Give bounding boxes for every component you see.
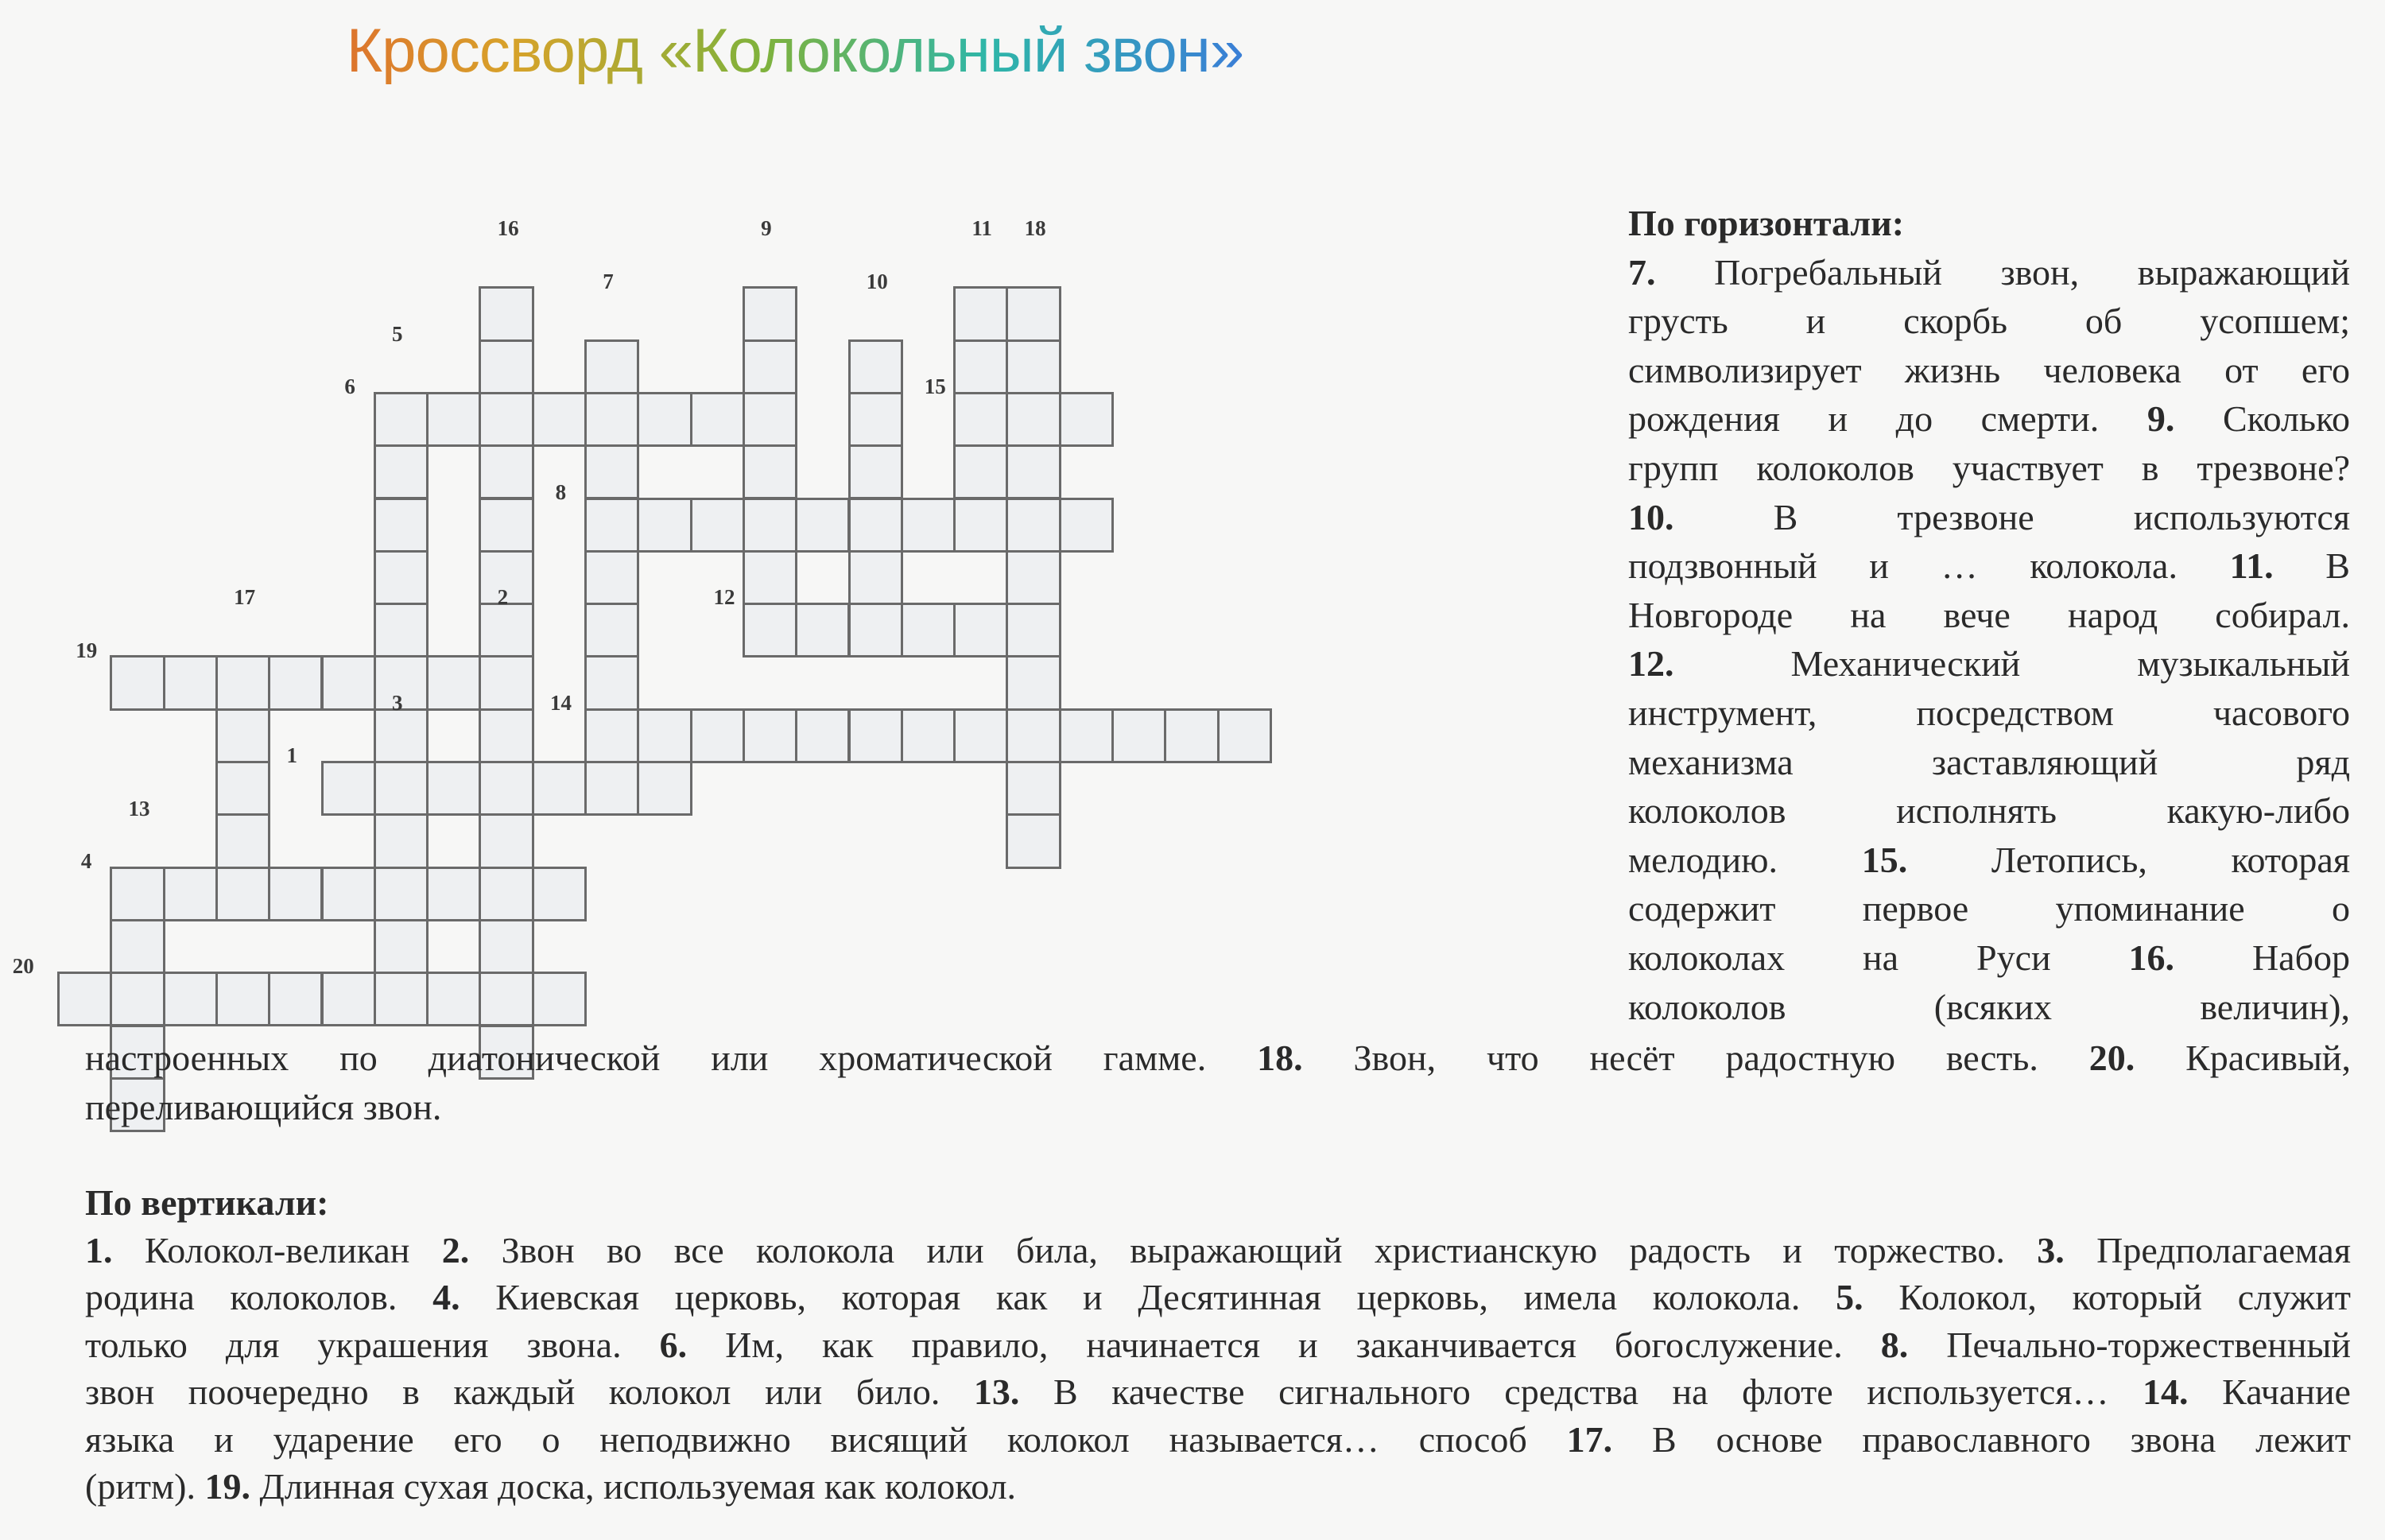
crossword-cell[interactable] xyxy=(374,550,429,605)
down-clues xyxy=(85,1179,2351,1511)
clue-number-label: 4 xyxy=(80,848,92,873)
clue-number: 3. xyxy=(2037,1229,2065,1270)
clue-text: Набор xyxy=(2174,937,2351,978)
crossword-cell[interactable] xyxy=(584,444,639,499)
clue-line xyxy=(1628,983,2350,1032)
clue-line xyxy=(1628,346,2350,395)
clue-text: колоколов исполнять какую-либо xyxy=(1628,790,2350,832)
crossword-cell[interactable] xyxy=(1006,498,1061,553)
crossword-cell[interactable] xyxy=(215,867,270,921)
clue-number: 9. xyxy=(2146,398,2175,440)
clue-text: рождения и до смерти. xyxy=(1628,398,2147,440)
crossword-cell[interactable] xyxy=(848,550,903,605)
crossword-cell[interactable] xyxy=(479,972,533,1026)
clue-text: Им, как правило, начинается и заканчивается богослужение. xyxy=(687,1324,1881,1365)
clue-text: колоколах на Руси xyxy=(1628,937,2129,978)
clue-text: только для украшения звона. xyxy=(85,1324,660,1365)
clue-text: символизирует жизнь человека от его xyxy=(1628,349,2350,390)
clue-number-label: 14 xyxy=(549,690,572,715)
clue-text: Колокол, который служит xyxy=(1863,1277,2352,1317)
clue-text: В основе православного звона лежит xyxy=(1612,1418,2351,1460)
clue-number: 10. xyxy=(1628,496,1674,537)
crossword-cell[interactable] xyxy=(215,655,270,710)
clue-number-label: 20 xyxy=(12,954,34,979)
down-heading: По вертикали: xyxy=(85,1182,329,1223)
crossword-cell[interactable] xyxy=(743,444,797,499)
clue-number-label: 17 xyxy=(234,585,256,610)
crossword-cell[interactable] xyxy=(479,813,533,868)
crossword-cell[interactable] xyxy=(532,867,587,921)
clue-text: содержит первое упоминание о xyxy=(1628,888,2350,929)
clue-number: 5. xyxy=(1836,1277,1863,1317)
clue-number-label: 1 xyxy=(286,743,297,768)
clue-number: 18. xyxy=(1257,1038,1303,1078)
clue-line xyxy=(85,1083,2351,1132)
crossword-cell[interactable] xyxy=(374,603,429,658)
clue-number: 19. xyxy=(204,1466,250,1507)
crossword-cell[interactable] xyxy=(1217,708,1272,763)
clue-number: 6. xyxy=(659,1324,688,1365)
crossword-cell[interactable] xyxy=(479,603,533,658)
clue-text: Печально-торжественный xyxy=(1908,1324,2351,1365)
clue-number: 4. xyxy=(432,1277,460,1317)
clue-line xyxy=(85,1416,2351,1464)
crossword-cell[interactable] xyxy=(479,708,533,763)
clue-number: 16. xyxy=(2128,937,2175,978)
crossword-cell[interactable] xyxy=(743,550,797,605)
crossword-cell[interactable] xyxy=(795,708,850,763)
crossword-cell[interactable] xyxy=(215,972,270,1026)
crossword-cell[interactable] xyxy=(426,392,481,447)
crossword-cell[interactable] xyxy=(953,603,1008,658)
clue-number: 20. xyxy=(2088,1038,2135,1078)
clue-number: 15. xyxy=(1861,839,1908,880)
crossword-cell[interactable] xyxy=(637,708,692,763)
crossword-cell[interactable] xyxy=(215,708,270,763)
clue-line xyxy=(1628,933,2350,983)
crossword-cell[interactable] xyxy=(1059,498,1114,553)
crossword-cell[interactable] xyxy=(953,708,1008,763)
crossword-cell[interactable] xyxy=(1006,655,1061,710)
clue-text: Новгороде на вече народ собирал. xyxy=(1628,594,2350,635)
crossword-cell[interactable] xyxy=(584,761,639,816)
crossword-cell[interactable] xyxy=(1006,603,1061,658)
crossword-cell[interactable] xyxy=(953,392,1008,447)
clue-number: 17. xyxy=(1566,1418,1613,1460)
clue-line xyxy=(1628,297,2350,346)
clue-line xyxy=(1628,444,2350,493)
clue-number: 12. xyxy=(1628,643,1674,685)
clue-text: В качестве сигнального средства на флоте используется… xyxy=(1019,1371,2143,1412)
crossword-cell[interactable] xyxy=(321,655,376,710)
clue-text: механизма заставляющий ряд xyxy=(1628,741,2350,782)
crossword-cell[interactable] xyxy=(584,655,639,710)
page-title: Кроссворд «Колокольный звон» xyxy=(0,6,1590,94)
crossword-cell[interactable] xyxy=(848,339,903,394)
clue-number-label: 2 xyxy=(497,585,509,610)
clue-text: Предполагаемая xyxy=(2064,1229,2352,1270)
clue-line xyxy=(1628,884,2350,933)
clue-text: грусть и скорбь об усопшем; xyxy=(1628,301,2350,342)
crossword-cell[interactable] xyxy=(479,867,533,921)
crossword-cell[interactable] xyxy=(374,444,429,499)
crossword-cell[interactable] xyxy=(743,603,797,658)
clue-line xyxy=(85,1274,2351,1321)
across-clues xyxy=(1628,199,2350,1031)
crossword-cell[interactable] xyxy=(163,972,218,1026)
clue-number-label: 5 xyxy=(392,321,403,346)
crossword-cell[interactable] xyxy=(374,708,429,763)
crossword-cell[interactable] xyxy=(321,761,376,816)
crossword-cell[interactable] xyxy=(1059,392,1114,447)
crossword-cell[interactable] xyxy=(743,708,797,763)
clue-text: подзвонный и … колокола. xyxy=(1628,545,2230,587)
clue-line xyxy=(85,1227,2351,1274)
clue-number: 14. xyxy=(2143,1371,2189,1412)
clue-number-label: 11 xyxy=(971,216,992,241)
clue-number-label: 3 xyxy=(392,690,403,715)
crossword-cell[interactable] xyxy=(584,339,639,394)
clue-text: В xyxy=(2273,545,2350,587)
clue-text: Звон во все колокола или била, выражающий христианскую радость и торжество. xyxy=(469,1229,2038,1270)
clue-text: Летопись, которая xyxy=(1907,839,2351,880)
crossword-cell[interactable] xyxy=(321,867,376,921)
crossword-cell[interactable] xyxy=(848,603,903,658)
crossword-cell[interactable] xyxy=(953,339,1008,394)
crossword-cell[interactable] xyxy=(637,392,692,447)
clue-text: Красивый, xyxy=(2135,1038,2351,1078)
crossword-cell[interactable] xyxy=(584,603,639,658)
crossword-cell[interactable] xyxy=(532,392,587,447)
clue-text: Колокол-великан xyxy=(112,1229,442,1270)
crossword-cell[interactable] xyxy=(374,392,429,447)
crossword-cell[interactable] xyxy=(795,603,850,658)
crossword-cell[interactable] xyxy=(901,498,956,553)
crossword-cell[interactable] xyxy=(743,498,797,553)
clue-line xyxy=(1628,541,2350,591)
crossword-cell[interactable] xyxy=(532,972,587,1026)
crossword-cell[interactable] xyxy=(110,919,165,974)
crossword-cell[interactable] xyxy=(479,655,533,710)
crossword-cell[interactable] xyxy=(1006,550,1061,605)
across-clues-continued xyxy=(85,1034,2351,1131)
clue-line xyxy=(85,1034,2351,1083)
crossword-cell[interactable] xyxy=(479,498,533,553)
crossword-cell[interactable] xyxy=(1164,708,1219,763)
clue-line xyxy=(85,1463,2351,1511)
crossword-cell[interactable] xyxy=(743,339,797,394)
clue-text: настроенных по диатонической или хроматической гамме. xyxy=(85,1038,1258,1078)
crossword-cell[interactable] xyxy=(479,761,533,816)
crossword-cell[interactable] xyxy=(1006,761,1061,816)
crossword-cell[interactable] xyxy=(110,655,165,710)
crossword-cell[interactable] xyxy=(690,498,745,553)
clue-number-label: 16 xyxy=(497,216,519,241)
crossword-cell[interactable] xyxy=(1006,813,1061,868)
clue-text: мелодию. xyxy=(1628,839,1862,880)
clue-number-label: 12 xyxy=(713,585,735,610)
crossword-cell[interactable] xyxy=(374,972,429,1026)
crossword-cell[interactable] xyxy=(268,972,323,1026)
crossword-cell[interactable] xyxy=(848,392,903,447)
crossword-cell[interactable] xyxy=(743,286,797,341)
crossword-cell[interactable] xyxy=(848,708,903,763)
clue-text: переливающийся звон. xyxy=(85,1086,442,1127)
crossword-cell[interactable] xyxy=(1006,392,1061,447)
crossword-cell[interactable] xyxy=(848,498,903,553)
clue-number: 1. xyxy=(85,1229,113,1270)
clue-line xyxy=(85,1321,2351,1369)
crossword-cell[interactable] xyxy=(479,444,533,499)
crossword-cell[interactable] xyxy=(268,655,323,710)
clue-number: 11. xyxy=(2229,545,2274,587)
crossword-cell[interactable] xyxy=(479,919,533,974)
clue-number-label: 10 xyxy=(866,269,888,293)
clue-number-label: 8 xyxy=(555,479,567,504)
crossword-cell[interactable] xyxy=(163,867,218,921)
crossword-cell[interactable] xyxy=(479,392,533,447)
crossword-cell[interactable] xyxy=(426,655,481,710)
crossword-cell[interactable] xyxy=(690,392,745,447)
crossword-cell[interactable] xyxy=(584,392,639,447)
clue-number-label: 18 xyxy=(1024,216,1046,241)
clue-text: В трезвоне используются xyxy=(1673,496,2350,537)
crossword-cell[interactable] xyxy=(163,655,218,710)
clue-line xyxy=(1628,639,2350,689)
clue-number-label: 15 xyxy=(924,374,946,399)
crossword-cell[interactable] xyxy=(57,972,112,1026)
crossword-cell[interactable] xyxy=(215,813,270,868)
crossword-cell[interactable] xyxy=(584,708,639,763)
crossword-cell[interactable] xyxy=(637,498,692,553)
crossword-cell[interactable] xyxy=(584,498,639,553)
across-heading: По горизонтали: xyxy=(1628,203,1905,243)
crossword-cell[interactable] xyxy=(901,603,956,658)
crossword-cell[interactable] xyxy=(532,761,587,816)
crossword-cell[interactable] xyxy=(479,339,533,394)
clue-number: 13. xyxy=(973,1371,1020,1412)
clue-text: Механический музыкальный xyxy=(1673,643,2350,685)
clue-line xyxy=(1628,786,2350,836)
crossword-cell[interactable] xyxy=(1111,708,1166,763)
clue-line xyxy=(1628,836,2350,885)
clue-text: Качание xyxy=(2188,1371,2351,1412)
crossword-cell[interactable] xyxy=(426,867,481,921)
clue-number: 8. xyxy=(1880,1324,1909,1365)
clue-line xyxy=(85,1368,2351,1416)
crossword-cell[interactable] xyxy=(374,919,429,974)
crossword-cell[interactable] xyxy=(215,761,270,816)
crossword-cell[interactable] xyxy=(110,867,165,921)
crossword-cell[interactable] xyxy=(374,867,429,921)
clue-number-label: 9 xyxy=(761,216,772,241)
clue-number-label: 7 xyxy=(603,269,614,293)
clue-text: Киевская церковь, которая как и Десятинная церковь, имела колокола. xyxy=(460,1277,1836,1317)
crossword-cell[interactable] xyxy=(479,286,533,341)
crossword-cell[interactable] xyxy=(795,498,850,553)
clue-text: групп колоколов участвует в трезвоне? xyxy=(1628,447,2350,488)
clue-text: Звон, что несёт радостную весть. xyxy=(1302,1038,2089,1078)
clue-number: 2. xyxy=(441,1229,470,1270)
clue-line xyxy=(1628,591,2350,640)
clue-text: звон поочередно в каждый колокол или било. xyxy=(85,1371,974,1412)
crossword-cell[interactable] xyxy=(584,550,639,605)
crossword-cell[interactable] xyxy=(1006,339,1061,394)
clue-number-label: 6 xyxy=(344,374,355,399)
clue-line xyxy=(1628,738,2350,787)
clue-text: колоколов (всяких величин), xyxy=(1628,986,2350,1027)
crossword-cell[interactable] xyxy=(1059,708,1114,763)
crossword-cell[interactable] xyxy=(268,867,323,921)
crossword-cell[interactable] xyxy=(374,498,429,553)
clue-line xyxy=(1628,394,2350,444)
crossword-cell[interactable] xyxy=(690,708,745,763)
crossword-cell[interactable] xyxy=(426,972,481,1026)
crossword-cell[interactable] xyxy=(743,392,797,447)
crossword-cell[interactable] xyxy=(110,972,165,1026)
crossword-cell[interactable] xyxy=(374,813,429,868)
clue-line xyxy=(1628,689,2350,738)
crossword-cell[interactable] xyxy=(426,761,481,816)
clue-text: родина колоколов. xyxy=(85,1277,433,1317)
crossword-cell[interactable] xyxy=(1006,444,1061,499)
clue-line xyxy=(1628,248,2350,297)
crossword-cell[interactable] xyxy=(848,444,903,499)
crossword-cell[interactable] xyxy=(953,286,1008,341)
crossword-cell[interactable] xyxy=(321,972,376,1026)
crossword-cell[interactable] xyxy=(1006,286,1061,341)
crossword-cell[interactable] xyxy=(374,761,429,816)
clue-number: 7. xyxy=(1628,251,1656,293)
clue-text: Сколько xyxy=(2174,398,2350,440)
crossword-cell[interactable] xyxy=(953,498,1008,553)
clue-text: языка и ударение его о неподвижно висящий колокол называется… способ xyxy=(85,1418,1567,1460)
crossword-cell[interactable] xyxy=(1006,708,1061,763)
clue-text: инструмент, посредством часового xyxy=(1628,692,2350,733)
crossword-cell[interactable] xyxy=(953,444,1008,499)
crossword-cell[interactable] xyxy=(901,708,956,763)
clue-text: (ритм). xyxy=(85,1466,205,1507)
clue-text: Длинная сухая доска, используемая как колокол. xyxy=(250,1466,1017,1507)
clue-text: Погребальный звон, выражающий xyxy=(1655,251,2350,293)
clue-line xyxy=(1628,493,2350,542)
clue-number-label: 13 xyxy=(128,796,150,820)
clue-number-label: 19 xyxy=(76,638,98,662)
crossword-cell[interactable] xyxy=(637,761,692,816)
